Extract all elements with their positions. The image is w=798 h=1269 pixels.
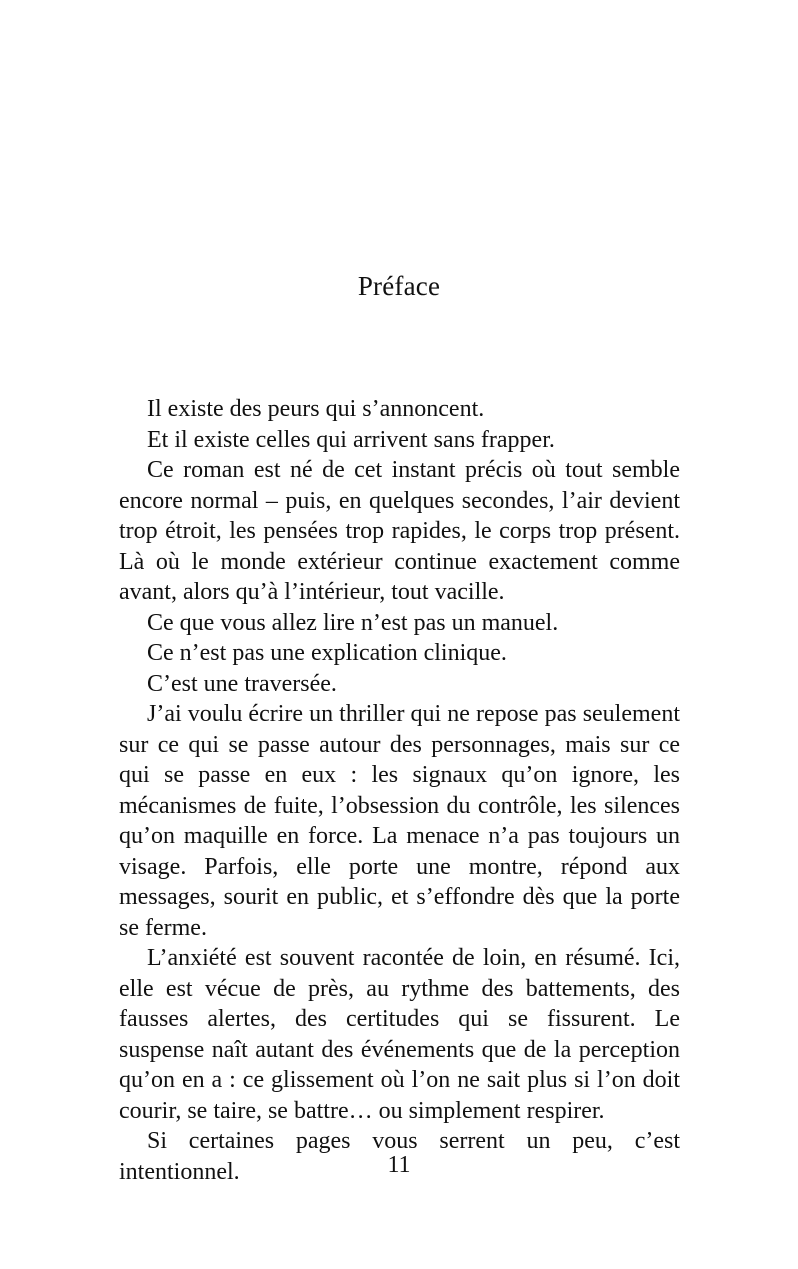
paragraph: C’est une traversée. xyxy=(147,670,337,697)
paragraph: L’anxiété est souvent racontée de loin, en résumé. Ici, elle est vécue de près, au rythme des battements, des fausses alertes, des certitudes qui se fissurent. Le suspense naît autant des événements que de la perception qu’on en a : ce glissement où l’on ne sait plus si l’on doit courir, se taire, se battre… ou simplement respirer. xyxy=(119,945,680,1124)
paragraph: Et il existe celles qui arrivent sans frapper. xyxy=(147,426,555,453)
page-number: 11 xyxy=(387,1152,411,1178)
paragraph: Ce n’est pas une explication clinique. xyxy=(147,640,507,666)
chapter-title: Préface xyxy=(357,271,441,301)
paragraph: Ce que vous allez lire n’est pas un manuel. xyxy=(147,609,559,636)
paragraph: Ce roman est né de cet instant précis où tout semble encore normal – puis, en quelques secondes, l’air devient trop étroit, les pensées trop rapides, le corps trop présent. Là où le monde extérieur continue exactement comme avant, alors qu’à l’intérieur, tout vacille. xyxy=(119,457,680,605)
paragraph: Il existe des peurs qui s’annoncent. xyxy=(147,396,485,422)
preface-body xyxy=(119,394,680,1187)
paragraph: Si certaines pages vous serrent un peu, c’est intentionnel. xyxy=(119,1128,680,1185)
paragraph: J’ai voulu écrire un thriller qui ne repose pas seulement sur ce qui se passe autour des personnages, mais sur ce qui se passe en eux : les signaux qu’on ignore, les mécanismes de fuite, l’obsession du contrôle, les silences qu’on maquille en force. La menace n’a pas toujours un visage. Parfois, elle porte une montre, répond aux messages, sourit en public, et s’effondre dès que la porte se ferme. xyxy=(119,701,680,941)
